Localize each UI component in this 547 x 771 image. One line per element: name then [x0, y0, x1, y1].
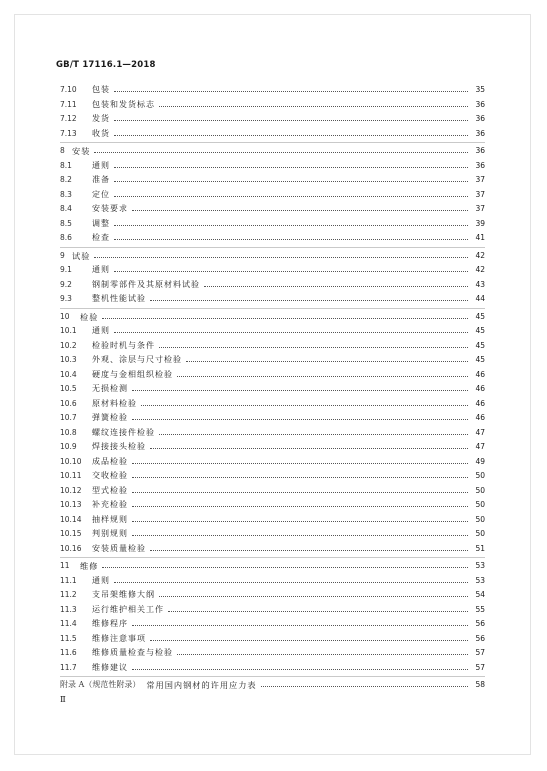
toc-entry-title: 原材料检验 — [92, 398, 137, 408]
dot-leader — [159, 346, 468, 348]
toc-entry[interactable] — [60, 660, 485, 673]
toc-entry-number: 10.3 — [60, 355, 77, 364]
toc-entry-page: 46 — [475, 384, 485, 393]
dot-leader — [132, 624, 468, 626]
toc-entry-title: 安装要求 — [92, 204, 128, 213]
toc-entry[interactable] — [60, 645, 485, 658]
dot-leader — [132, 505, 468, 507]
dot-leader — [177, 375, 468, 377]
toc-entry-title: 无损检测 — [92, 384, 128, 393]
dot-leader — [114, 166, 468, 168]
dot-leader — [114, 119, 468, 121]
dot-leader — [177, 653, 468, 655]
dot-leader — [132, 209, 468, 211]
toc-entry-title: 弹簧检验 — [92, 413, 128, 422]
toc-entry-page: 50 — [475, 485, 485, 495]
toc-entry[interactable] — [60, 558, 485, 571]
toc-entry-number: 10.9 — [60, 442, 77, 451]
toc-entry-number: 8.4 — [60, 204, 72, 213]
toc-entry-title: 整机性能试验 — [92, 294, 146, 303]
toc-entry-page: 37 — [475, 189, 485, 199]
toc-entry[interactable] — [60, 262, 485, 275]
toc-entry-page: 51 — [475, 543, 485, 553]
toc-entry[interactable] — [60, 111, 485, 124]
toc-entry-number: 10.15 — [60, 529, 82, 538]
toc-entry[interactable] — [60, 323, 485, 336]
toc-entry[interactable] — [60, 631, 485, 644]
toc-entry-number: 11.2 — [60, 590, 77, 599]
toc-entry-title: 抽样规则 — [92, 514, 128, 524]
toc-entry-number: 10.5 — [60, 384, 77, 393]
toc-entry[interactable] — [60, 187, 485, 200]
toc-entry-page: 56 — [475, 633, 485, 643]
toc-entry-number: 10.7 — [60, 413, 77, 422]
dot-leader — [132, 476, 468, 478]
dot-leader — [114, 195, 468, 197]
toc-entry-number: 8.1 — [60, 160, 72, 170]
toc-entry-title: 判别规则 — [92, 529, 128, 538]
toc-entry-number: 10.10 — [60, 456, 82, 466]
toc-entry-title: 型式检验 — [92, 485, 128, 495]
toc-entry-title: 调整 — [92, 218, 110, 228]
toc-entry-number: 10.11 — [60, 471, 82, 480]
toc-entry-page: 39 — [475, 218, 485, 228]
toc-entry-title: 通则 — [92, 160, 110, 170]
toc-entry-page: 46 — [475, 369, 485, 379]
toc-entry-title: 检验 — [80, 311, 99, 322]
toc-entry[interactable] — [60, 541, 485, 554]
dot-leader — [132, 534, 468, 536]
dot-leader — [114, 90, 468, 92]
dot-leader — [204, 285, 468, 287]
toc-entry-title: 通则 — [92, 575, 110, 585]
page-number: Ⅱ — [60, 695, 66, 705]
toc-entry[interactable] — [60, 439, 485, 452]
toc-entry-title: 检查 — [92, 233, 110, 242]
dot-leader — [114, 581, 468, 583]
toc-entry-number: 8 — [60, 146, 65, 155]
toc-entry-page: 44 — [475, 294, 485, 303]
toc-entry[interactable] — [60, 396, 485, 409]
toc-entry-page: 42 — [475, 250, 485, 260]
toc-entry[interactable] — [60, 338, 485, 351]
toc-entry-number: 10.1 — [60, 326, 77, 335]
toc-entry-number: 10.8 — [60, 427, 77, 437]
toc-entry-title: 维修质量检查与检验 — [92, 648, 173, 657]
toc-entry-title: 维修建议 — [92, 662, 128, 672]
toc-entry[interactable] — [60, 158, 485, 171]
toc-entry-title: 运行维护相关工作 — [92, 604, 164, 614]
toc-entry-page: 50 — [475, 514, 485, 524]
dot-leader — [102, 317, 468, 319]
toc-entry-title: 包装和发货标志 — [92, 99, 155, 109]
toc-entry-page: 50 — [475, 500, 485, 509]
dot-leader — [114, 224, 468, 226]
toc-entry-title: 包装 — [92, 85, 110, 94]
section-divider — [60, 308, 485, 309]
toc-entry-title: 维修注意事项 — [92, 633, 146, 643]
toc-entry-title: 常用国内钢材的许用应力表 — [146, 680, 257, 690]
dot-leader — [132, 462, 468, 464]
section-divider — [60, 557, 485, 558]
dot-leader — [150, 299, 468, 301]
toc-entry-number: 9.1 — [60, 265, 72, 274]
dot-leader — [186, 360, 468, 362]
toc-entry-page: 53 — [475, 575, 485, 585]
dot-leader — [159, 433, 468, 435]
toc-entry[interactable] — [60, 82, 485, 95]
toc-entry-title: 焊接接头检验 — [92, 442, 146, 451]
toc-entry-number: 10.6 — [60, 398, 77, 408]
dot-leader — [150, 447, 468, 449]
toc-entry[interactable] — [60, 526, 485, 539]
dot-leader — [94, 151, 468, 153]
toc-entry-number: 附录 A（规范性附录） — [60, 680, 141, 689]
toc-entry[interactable] — [60, 309, 485, 322]
toc-entry-page: 50 — [475, 471, 485, 480]
toc-entry[interactable] — [60, 425, 485, 438]
toc-entry-page: 41 — [475, 233, 485, 242]
dot-leader — [114, 270, 468, 272]
toc-entry-page: 58 — [475, 680, 485, 689]
toc-entry-page: 46 — [475, 413, 485, 422]
toc-entry-number: 10.12 — [60, 485, 82, 495]
toc-entry-number: 8.2 — [60, 175, 72, 184]
toc-entry[interactable] — [60, 587, 485, 600]
dot-leader — [132, 668, 468, 670]
toc-entry-page: 45 — [475, 326, 485, 335]
toc-entry[interactable] — [60, 126, 485, 139]
toc-entry-page: 45 — [475, 311, 485, 321]
toc-entry-number: 11.6 — [60, 648, 77, 657]
toc-entry-number: 10.4 — [60, 369, 77, 379]
toc-entry[interactable] — [60, 216, 485, 229]
toc-entry[interactable] — [60, 201, 485, 214]
dot-leader — [261, 685, 468, 687]
toc-entry[interactable] — [60, 677, 485, 690]
toc-entry-page: 53 — [475, 561, 485, 570]
toc-entry-title: 交收检验 — [92, 471, 128, 480]
toc-entry[interactable] — [60, 381, 485, 394]
toc-entry-page: 42 — [475, 265, 485, 274]
standard-number: GB/T 17116.1—2018 — [56, 60, 156, 70]
dot-leader — [168, 610, 468, 612]
toc-entry-page: 49 — [475, 456, 485, 466]
toc-entry-number: 10.13 — [60, 500, 82, 509]
dot-leader — [94, 256, 468, 258]
toc-entry-number: 9 — [60, 250, 65, 260]
toc-entry-page: 47 — [475, 427, 485, 437]
toc-entry-number: 11.7 — [60, 662, 77, 672]
toc-entry[interactable] — [60, 291, 485, 304]
toc-entry-page: 57 — [475, 662, 485, 672]
toc-entry-number: 9.2 — [60, 279, 72, 289]
toc-entry-number: 7.11 — [60, 99, 77, 109]
dot-leader — [114, 180, 468, 182]
toc-entry-page: 56 — [475, 619, 485, 628]
toc-entry-page: 55 — [475, 604, 485, 614]
toc-entry-title: 硬度与金相组织检验 — [92, 369, 173, 379]
toc-entry-page: 47 — [475, 442, 485, 451]
toc-entry[interactable] — [60, 512, 485, 525]
toc-entry-number: 11.1 — [60, 575, 77, 585]
toc-entry-page: 36 — [475, 146, 485, 155]
toc-entry-number: 8.5 — [60, 218, 72, 228]
toc-entry-number: 10.2 — [60, 340, 77, 350]
toc-entry-title: 发货 — [92, 114, 110, 123]
toc-entry[interactable] — [60, 410, 485, 423]
section-divider — [60, 676, 485, 677]
toc-entry-title: 钢制零部件及其原材料试验 — [92, 279, 200, 289]
dot-leader — [141, 404, 468, 406]
dot-leader — [114, 134, 468, 136]
toc-entry-title: 成品检验 — [92, 456, 128, 466]
toc-entry-number: 11.3 — [60, 604, 77, 614]
toc-entry-number: 10.14 — [60, 514, 82, 524]
dot-leader — [102, 566, 468, 568]
toc-entry-page: 46 — [475, 398, 485, 408]
toc-entry-title: 准备 — [92, 175, 110, 184]
dot-leader — [132, 418, 468, 420]
toc-entry-title: 检验时机与条件 — [92, 340, 155, 350]
dot-leader — [114, 238, 468, 240]
toc-entry-number: 11.5 — [60, 633, 77, 643]
toc-entry-page: 36 — [475, 160, 485, 170]
toc-entry[interactable] — [60, 352, 485, 365]
toc-entry[interactable] — [60, 248, 485, 261]
toc-entry-page: 36 — [475, 128, 485, 138]
toc-entry-title: 支吊架维修大纲 — [92, 590, 155, 599]
toc-entry[interactable] — [60, 367, 485, 380]
toc-entry-number: 9.3 — [60, 294, 72, 303]
section-divider — [60, 142, 485, 143]
toc-entry-page: 36 — [475, 114, 485, 123]
toc-entry-title: 维修程序 — [92, 619, 128, 628]
toc-entry[interactable] — [60, 143, 485, 156]
toc-entry-title: 螺纹连接件检验 — [92, 427, 155, 437]
toc-entry[interactable] — [60, 602, 485, 615]
dot-leader — [132, 389, 468, 391]
toc-entry-number: 10 — [60, 311, 70, 321]
dot-leader — [159, 105, 468, 107]
toc-entry-title: 补充检验 — [92, 500, 128, 509]
toc-entry-title: 通则 — [92, 265, 110, 274]
toc-entry-title: 通则 — [92, 326, 110, 335]
toc-entry[interactable] — [60, 616, 485, 629]
toc-entry-number: 10.16 — [60, 543, 82, 553]
toc-entry[interactable] — [60, 468, 485, 481]
toc-entry-page: 45 — [475, 355, 485, 364]
toc-entry-page: 45 — [475, 340, 485, 350]
toc-entry-number: 8.3 — [60, 189, 72, 199]
toc-entry-page: 37 — [475, 204, 485, 213]
toc-entry-page: 37 — [475, 175, 485, 184]
toc-entry-title: 安装质量检验 — [92, 543, 146, 553]
section-divider — [60, 247, 485, 248]
toc-entry-page: 57 — [475, 648, 485, 657]
toc-entry[interactable] — [60, 573, 485, 586]
toc-entry-title: 安装 — [72, 146, 91, 156]
toc-entry-page: 50 — [475, 529, 485, 538]
toc-entry-number: 11 — [60, 561, 70, 570]
dot-leader — [132, 520, 468, 522]
dot-leader — [132, 491, 468, 493]
toc-entry-number: 8.6 — [60, 233, 72, 242]
toc-entry-number: 7.10 — [60, 85, 77, 94]
toc-entry[interactable] — [60, 230, 485, 243]
dot-leader — [150, 639, 468, 641]
toc-entry-title: 外观、涂层与尺寸检验 — [92, 355, 182, 364]
toc-entry-title: 试验 — [72, 250, 91, 261]
dot-leader — [150, 549, 468, 551]
toc-entry-page: 54 — [475, 590, 485, 599]
toc-entry[interactable] — [60, 454, 485, 467]
toc-entry-page: 36 — [475, 99, 485, 109]
toc-entry-page: 35 — [475, 85, 485, 94]
toc-entry-title: 定位 — [92, 189, 110, 199]
toc-entry-page: 43 — [475, 279, 485, 289]
dot-leader — [159, 595, 468, 597]
toc-entry-title: 收货 — [92, 128, 110, 138]
toc-entry[interactable] — [60, 497, 485, 510]
toc-entry-number: 7.12 — [60, 114, 77, 123]
toc-entry-number: 7.13 — [60, 128, 77, 138]
toc-entry[interactable] — [60, 97, 485, 110]
toc-entry[interactable] — [60, 483, 485, 496]
dot-leader — [114, 331, 468, 333]
toc-entry-number: 11.4 — [60, 619, 77, 628]
toc-entry[interactable] — [60, 277, 485, 290]
toc-entry[interactable] — [60, 172, 485, 185]
toc-entry-title: 维修 — [80, 561, 99, 571]
